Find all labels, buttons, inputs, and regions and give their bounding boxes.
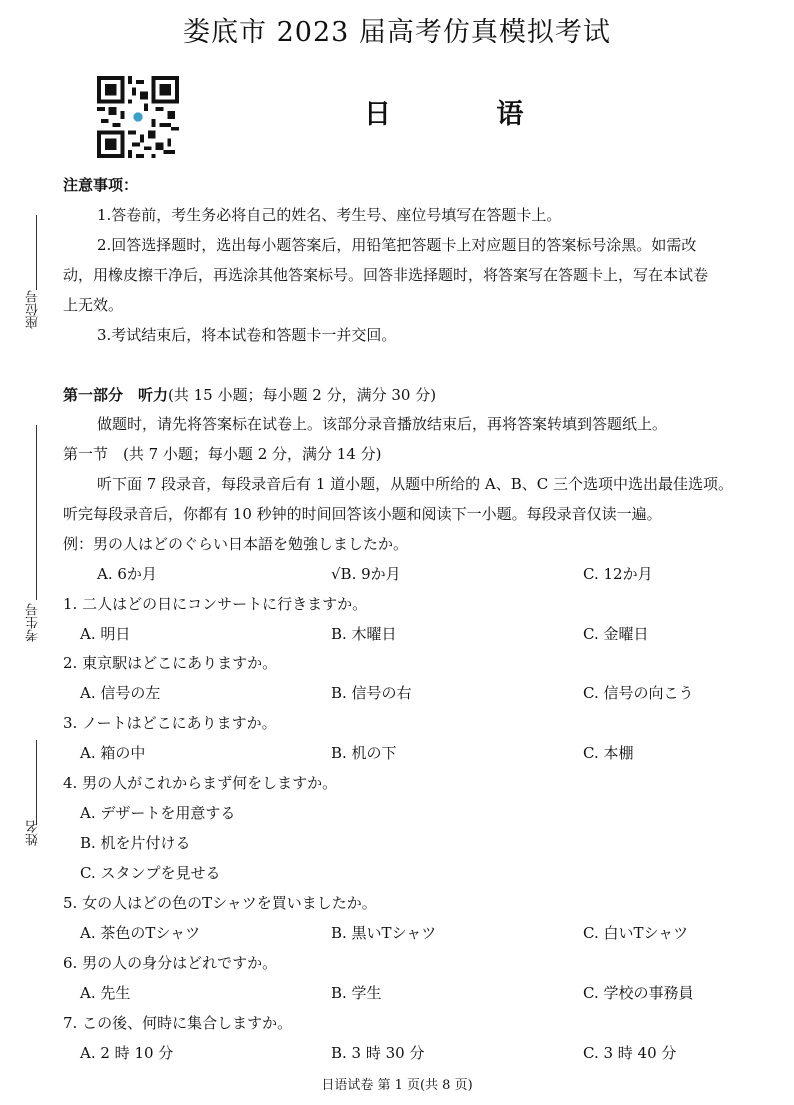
q4-option-b: B. 机を片付ける xyxy=(80,834,191,852)
question-1: 1. 二人はどの日にコンサートに行きますか。 xyxy=(63,595,368,613)
q1-option-b: B. 木曜日 xyxy=(331,625,397,643)
name-line xyxy=(36,740,37,825)
note-2-line-2: 动，用橡皮擦干净后，再选涂其他答案标号。回答非选择题时，将答案写在答题卡上，写在本试卷 xyxy=(63,266,709,284)
seat-line xyxy=(36,215,37,290)
q6-option-a: A. 先生 xyxy=(80,984,131,1002)
question-7: 7. この後、何時に集合しますか。 xyxy=(63,1014,293,1032)
name-label: 姓名 xyxy=(26,820,41,846)
seat-label: 座位号 xyxy=(26,290,41,329)
q4-option-c: C. スタンプを見せる xyxy=(80,864,221,882)
q2-option-a: A. 信号の左 xyxy=(80,684,161,702)
q1-option-c: C. 金曜日 xyxy=(583,625,649,643)
exam-number-line xyxy=(36,425,37,600)
note-1: 1.答卷前，考生务必将自己的姓名、考生号、座位号填写在答题卡上。 xyxy=(97,206,562,224)
example-option-c: C. 12か月 xyxy=(583,565,653,583)
notes-heading: 注意事项： xyxy=(63,176,139,194)
q3-option-a: A. 箱の中 xyxy=(80,744,146,762)
part1-heading: 第一部分 听力 xyxy=(63,386,169,404)
q7-option-a: A. 2 時 10 分 xyxy=(80,1044,174,1062)
question-6: 6. 男の人の身分はどれですか。 xyxy=(63,954,278,972)
question-5: 5. 女の人はどの色のTシャツを買いましたか。 xyxy=(63,894,377,912)
page-footer: 日语试卷 第 1 页(共 8 页) xyxy=(321,1078,473,1093)
qr-code-icon xyxy=(97,76,179,158)
section1-heading: 第一节 (共 7 小题；每小题 2 分，满分 14 分) xyxy=(63,445,382,463)
note-3: 3.考试结束后，将本试卷和答题卡一并交回。 xyxy=(97,326,397,344)
q6-option-b: B. 学生 xyxy=(331,984,382,1002)
question-2: 2. 東京駅はどこにありますか。 xyxy=(63,654,278,672)
question-4: 4. 男の人がこれからまず何をしますか。 xyxy=(63,774,338,792)
q7-option-b: B. 3 時 30 分 xyxy=(331,1044,425,1062)
q5-option-c: C. 白いTシャツ xyxy=(583,924,689,942)
q6-option-c: C. 学校の事務員 xyxy=(583,984,694,1002)
q2-option-c: C. 信号の向こう xyxy=(583,684,694,702)
q5-option-a: A. 茶色のTシャツ xyxy=(80,924,201,942)
question-3: 3. ノートはどこにありますか。 xyxy=(63,714,277,732)
subject-title: 日 语 xyxy=(364,99,572,130)
q3-option-c: C. 本棚 xyxy=(583,744,634,762)
section1-instruction-1: 听下面 7 段录音，每段录音后有 1 道小题，从题中所给的 A、B、C 三个选项中选出最佳选项。 xyxy=(97,475,734,493)
part1-heading-note: (共 15 小题；每小题 2 分，满分 30 分) xyxy=(168,386,437,404)
part1-intro: 做题时，请先将答案标在试卷上。该部分录音播放结束后，再将答案转填到答题纸上。 xyxy=(97,415,668,433)
part1-heading-row xyxy=(63,384,436,406)
example-option-b: √B. 9か月 xyxy=(331,565,401,583)
note-2-line-3: 上无效。 xyxy=(63,296,124,314)
exam-number-label: 考生号 xyxy=(26,603,41,642)
note-2-line-1: 2.回答选择题时，选出每小题答案后，用铅笔把答题卡上对应题目的答案标号涂黑。如需改 xyxy=(97,236,697,254)
section1-instruction-2: 听完每段录音后，你都有 10 秒钟的时间回答该小题和阅读下一小题。每段录音仅读一遍。 xyxy=(63,505,662,523)
q1-option-a: A. 明日 xyxy=(80,625,131,643)
example-option-a: A. 6か月 xyxy=(97,565,157,583)
q3-option-b: B. 机の下 xyxy=(331,744,397,762)
example-question: 例：男の人はどのぐらい日本語を勉強しましたか。 xyxy=(63,535,409,553)
q4-option-a: A. デザートを用意する xyxy=(80,804,236,822)
q2-option-b: B. 信号の右 xyxy=(331,684,412,702)
exam-title: 娄底市 2023 届高考仿真模拟考试 xyxy=(183,17,611,48)
q5-option-b: B. 黒いTシャツ xyxy=(331,924,437,942)
q7-option-c: C. 3 時 40 分 xyxy=(583,1044,677,1062)
